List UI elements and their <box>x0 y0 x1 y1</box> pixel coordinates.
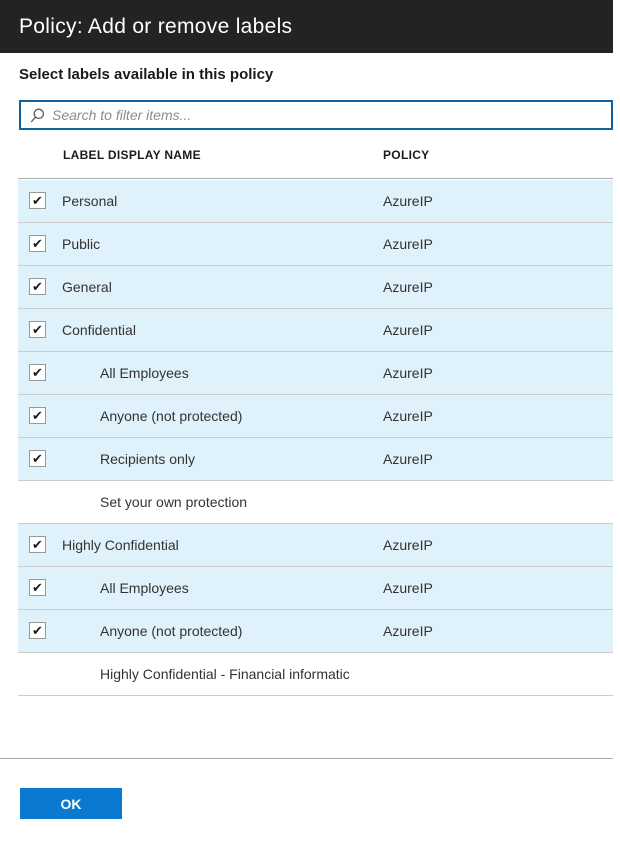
row-policy: AzureIP <box>383 279 433 295</box>
row-policy: AzureIP <box>383 236 433 252</box>
table-header <box>18 147 613 179</box>
row-policy: AzureIP <box>383 623 433 639</box>
table-row[interactable] <box>18 395 613 438</box>
row-policy: AzureIP <box>383 322 433 338</box>
row-policy: AzureIP <box>383 408 433 424</box>
checkbox-checked-icon[interactable]: ✔ <box>29 321 46 338</box>
table-row[interactable] <box>18 438 613 481</box>
row-policy: AzureIP <box>383 365 433 381</box>
ok-button[interactable]: OK <box>20 788 122 819</box>
row-policy: AzureIP <box>383 580 433 596</box>
dialog-title: Policy: Add or remove labels <box>19 14 293 38</box>
table-row[interactable] <box>18 309 613 352</box>
row-label: General <box>62 279 112 295</box>
row-label: All Employees <box>100 365 189 381</box>
row-label: Anyone (not protected) <box>100 408 243 424</box>
table-row[interactable] <box>18 653 613 696</box>
row-policy: AzureIP <box>383 537 433 553</box>
row-label: Set your own protection <box>100 494 248 510</box>
row-policy: AzureIP <box>383 451 433 467</box>
checkbox-checked-icon[interactable]: ✔ <box>29 364 46 381</box>
table-row[interactable] <box>18 352 613 395</box>
checkbox-checked-icon[interactable]: ✔ <box>29 622 46 639</box>
search-input[interactable] <box>46 107 611 123</box>
checkbox-checked-icon[interactable]: ✔ <box>29 278 46 295</box>
table-row[interactable] <box>18 567 613 610</box>
row-label: Highly Confidential <box>62 537 179 553</box>
row-label: Public <box>62 236 101 252</box>
checkbox-checked-icon[interactable]: ✔ <box>29 536 46 553</box>
row-label: Recipients only <box>100 451 195 467</box>
row-label: All Employees <box>100 580 189 596</box>
bottom-divider <box>0 758 613 759</box>
section-heading: Select labels available in this policy <box>19 66 274 83</box>
checkbox-checked-icon[interactable]: ✔ <box>29 407 46 424</box>
search-icon <box>29 107 46 124</box>
search-box <box>19 100 613 130</box>
dialog-titlebar <box>0 0 613 53</box>
checkbox-checked-icon[interactable]: ✔ <box>29 235 46 252</box>
table-row[interactable] <box>18 180 613 223</box>
checkbox-checked-icon[interactable]: ✔ <box>29 579 46 596</box>
label-table-body <box>18 180 613 696</box>
row-label: Highly Confidential - Financial informatic <box>100 666 350 682</box>
row-label: Confidential <box>62 322 136 338</box>
table-row[interactable] <box>18 481 613 524</box>
table-row[interactable] <box>18 223 613 266</box>
checkbox-checked-icon[interactable]: ✔ <box>29 450 46 467</box>
table-row[interactable] <box>18 266 613 309</box>
checkbox-checked-icon[interactable]: ✔ <box>29 192 46 209</box>
row-label: Personal <box>62 193 118 209</box>
row-label: Anyone (not protected) <box>100 623 243 639</box>
table-row[interactable] <box>18 610 613 653</box>
row-policy: AzureIP <box>383 193 433 209</box>
column-header-label-display-name: LABEL DISPLAY NAME <box>63 148 201 162</box>
table-row[interactable] <box>18 524 613 567</box>
column-header-policy: POLICY <box>383 148 430 162</box>
